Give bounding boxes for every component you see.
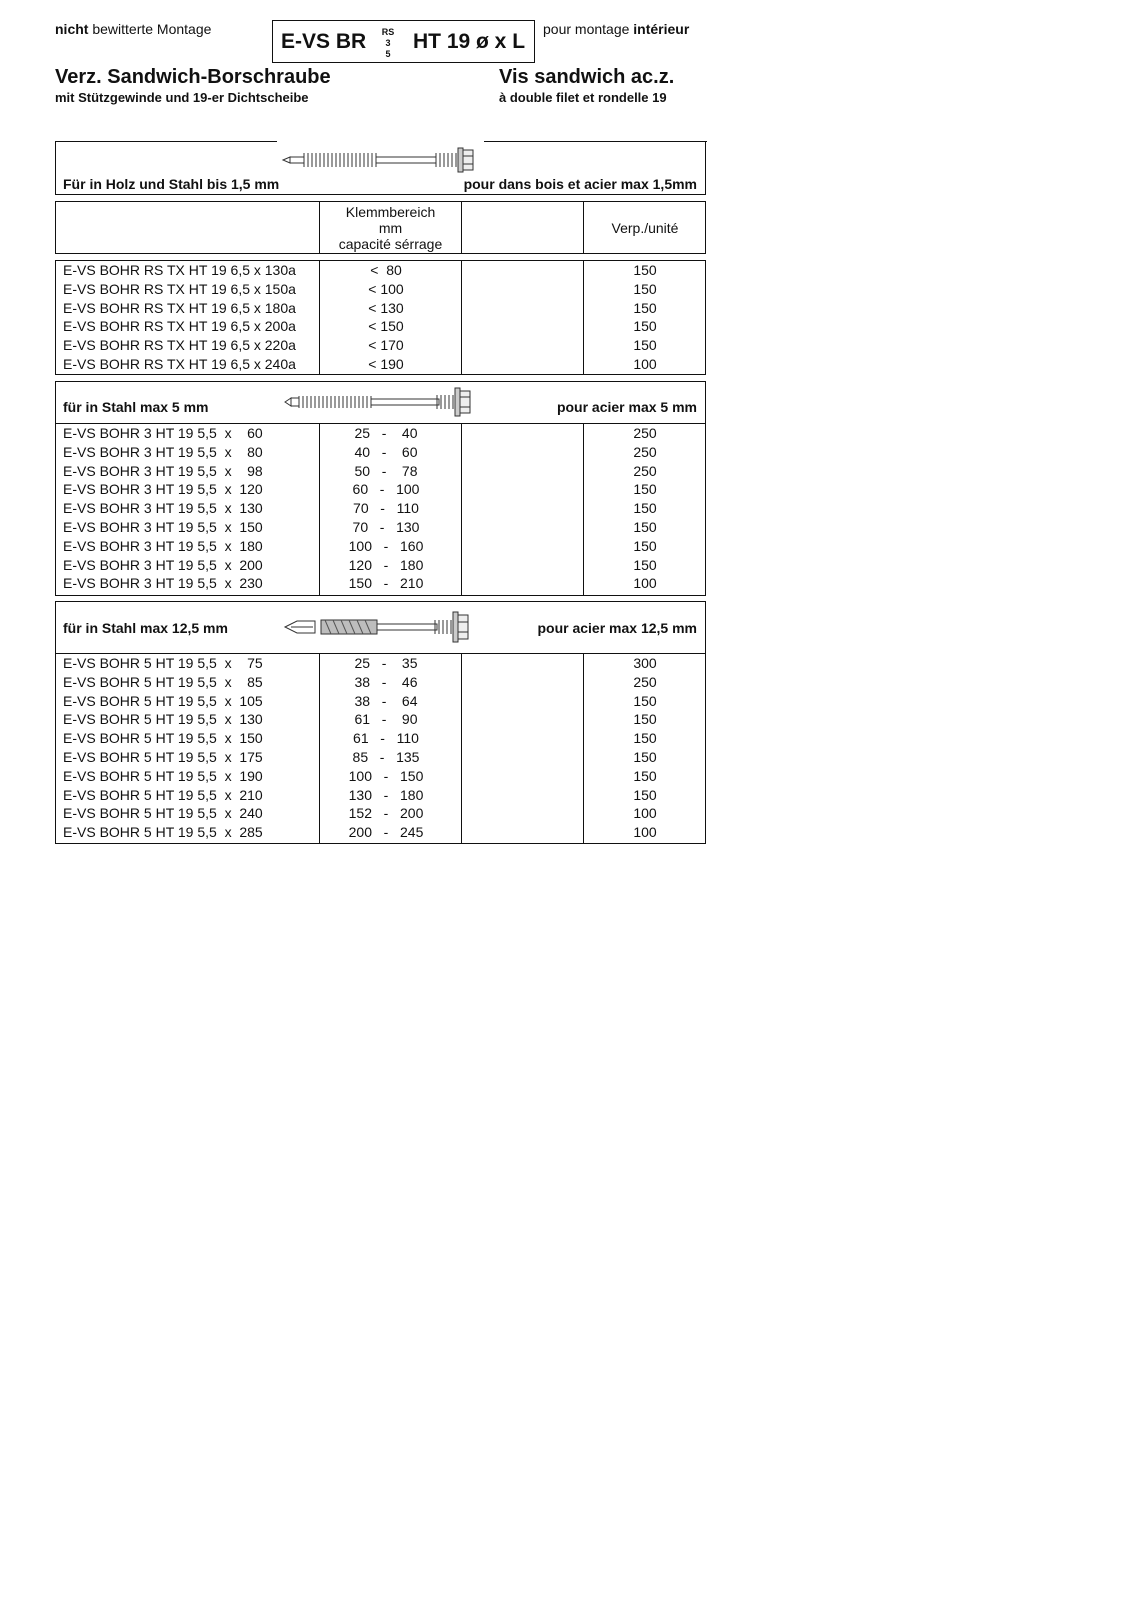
- mounting-note-de-bold: nicht: [55, 21, 89, 37]
- pack-quantity: 150: [633, 500, 657, 517]
- table-row: [56, 654, 705, 673]
- subtitle-de: mit Stützgewinde und 19-er Dichtscheibe: [55, 90, 309, 105]
- pack-quantity: 150: [633, 299, 657, 316]
- table-row: [56, 673, 705, 692]
- table-row: [56, 299, 705, 318]
- clamp-range: < 170: [368, 337, 404, 354]
- pack-quantity: 250: [633, 673, 657, 690]
- product-name: E-VS BOHR RS TX HT 19 6,5 x 130a: [63, 262, 296, 278]
- product-name: E-VS BOHR 3 HT 19 5,5 x 200: [63, 556, 263, 573]
- variant-3: 3: [385, 38, 391, 48]
- pack-quantity: 150: [633, 786, 657, 803]
- pack-quantity: 100: [633, 356, 657, 372]
- product-name: E-VS BOHR 5 HT 19 5,5 x 240: [63, 805, 263, 822]
- section-1-label-de: Für in Holz und Stahl bis 1,5 mm: [63, 176, 280, 192]
- product-name: E-VS BOHR 5 HT 19 5,5 x 75: [63, 655, 263, 671]
- product-name: E-VS BOHR 5 HT 19 5,5 x 175: [63, 749, 263, 765]
- clamp-range: 130 - 180: [348, 786, 424, 803]
- clamp-range: 25 - 40: [354, 425, 418, 441]
- clamp-range: 40 - 60: [354, 443, 418, 460]
- section-2-label-fr: pour acier max 5 mm: [556, 399, 697, 415]
- pack-quantity: 150: [633, 280, 657, 297]
- table-row: [56, 443, 705, 462]
- clamp-range: < 130: [368, 299, 404, 316]
- screw-wood-icon: [280, 145, 480, 175]
- clamp-range: 100 - 160: [348, 537, 424, 554]
- screw-steel-5mm-icon: [283, 385, 483, 419]
- table-row: [56, 355, 705, 374]
- clamp-range: 100 - 150: [348, 767, 424, 784]
- pack-quantity: 150: [633, 749, 657, 765]
- title-fr: Vis sandwich ac.z.: [499, 66, 675, 88]
- mounting-note-fr-rest: pour montage: [543, 21, 634, 37]
- product-name: E-VS BOHR 3 HT 19 5,5 x 130: [63, 500, 263, 517]
- clamp-range: 50 - 78: [354, 462, 418, 479]
- product-name: E-VS BOHR 3 HT 19 5,5 x 120: [63, 481, 263, 498]
- table-row: [56, 462, 705, 481]
- table-row: [56, 424, 705, 443]
- product-name: E-VS BOHR 5 HT 19 5,5 x 85: [63, 673, 263, 690]
- range-header-line-1: Klemmbereich: [345, 204, 436, 220]
- section-2-table: [55, 423, 706, 596]
- section-3-label-fr: pour acier max 12,5 mm: [537, 620, 697, 636]
- variant-5: 5: [385, 49, 391, 59]
- pack-quantity: 150: [633, 767, 657, 784]
- pack-quantity: 150: [633, 711, 657, 728]
- product-name: E-VS BOHR 5 HT 19 5,5 x 150: [63, 730, 263, 747]
- column-header: [55, 201, 706, 254]
- table-row: [56, 710, 705, 729]
- pack-quantity: 150: [633, 318, 657, 335]
- product-name: E-VS BOHR 5 HT 19 5,5 x 210: [63, 786, 263, 803]
- product-code-tail: HT 19 ø x L: [413, 30, 526, 53]
- range-header-line-2: mm: [378, 220, 403, 236]
- product-name: E-VS BOHR 3 HT 19 5,5 x 80: [63, 443, 263, 460]
- table-row: [56, 556, 705, 575]
- range-header: [320, 204, 461, 252]
- section-2-label-de: für in Stahl max 5 mm: [63, 399, 209, 415]
- product-name: E-VS BOHR RS TX HT 19 6,5 x 240a: [63, 356, 296, 372]
- product-name: E-VS BOHR 3 HT 19 5,5 x 60: [63, 425, 263, 441]
- clamp-range: < 100: [368, 280, 404, 297]
- clamp-range: 61 - 90: [354, 711, 418, 728]
- section-1-label-fr: pour dans bois et acier max 1,5mm: [463, 176, 697, 192]
- clamp-range: 60 - 100: [352, 481, 420, 498]
- clamp-range: 152 - 200: [348, 805, 424, 822]
- table-row: [56, 786, 705, 805]
- variant-rs: RS: [381, 27, 395, 37]
- section-2-band: [55, 381, 706, 424]
- product-name: E-VS BOHR 3 HT 19 5,5 x 230: [63, 575, 263, 592]
- product-name: E-VS BOHR RS TX HT 19 6,5 x 180a: [63, 299, 296, 316]
- clamp-range: < 80: [370, 262, 402, 278]
- pack-quantity: 150: [633, 537, 657, 554]
- clamp-range: < 190: [368, 356, 404, 372]
- table-row: [56, 336, 705, 355]
- clamp-range: 38 - 64: [354, 692, 418, 709]
- table-row: [56, 574, 705, 593]
- pack-quantity: 250: [633, 462, 657, 479]
- clamp-range: 200 - 245: [348, 824, 424, 841]
- clamp-range: 70 - 110: [353, 500, 419, 517]
- table-row: [56, 317, 705, 336]
- product-code-box: [272, 20, 535, 63]
- table-row: [56, 518, 705, 537]
- pack-quantity: 150: [633, 556, 657, 573]
- mounting-note-fr-bold: intérieur: [633, 21, 690, 37]
- section-3-band: [55, 601, 706, 654]
- table-row: [56, 729, 705, 748]
- table-row: [56, 823, 705, 842]
- product-name: E-VS BOHR 5 HT 19 5,5 x 105: [63, 692, 263, 709]
- product-name: E-VS BOHR 5 HT 19 5,5 x 285: [63, 824, 263, 841]
- table-row: [56, 767, 705, 786]
- mounting-note-fr: [543, 21, 689, 37]
- table-row: [56, 748, 705, 767]
- title-de: Verz. Sandwich-Borschraube: [55, 66, 331, 88]
- product-name: E-VS BOHR 5 HT 19 5,5 x 130: [63, 711, 263, 728]
- section-3-label-de: für in Stahl max 12,5 mm: [63, 620, 228, 636]
- pack-quantity: 100: [633, 805, 657, 822]
- product-code-variants: [381, 27, 395, 60]
- clamp-range: 85 - 135: [352, 749, 420, 765]
- table-row: [56, 499, 705, 518]
- pack-quantity: 150: [633, 730, 657, 747]
- section-1-band: [55, 141, 706, 195]
- pack-quantity: 150: [633, 692, 657, 709]
- table-row: [56, 280, 705, 299]
- product-name: E-VS BOHR 5 HT 19 5,5 x 190: [63, 767, 263, 784]
- clamp-range: 25 - 35: [354, 655, 418, 671]
- clamp-range: 61 - 110: [353, 730, 419, 747]
- clamp-range: 70 - 130: [352, 519, 420, 535]
- pack-quantity: 150: [633, 481, 657, 498]
- table-row: [56, 480, 705, 499]
- product-name: E-VS BOHR 3 HT 19 5,5 x 98: [63, 462, 263, 479]
- table-row: [56, 804, 705, 823]
- pack-quantity: 300: [633, 655, 657, 671]
- table-row: [56, 261, 705, 280]
- pack-quantity: 250: [633, 443, 657, 460]
- product-name: E-VS BOHR 3 HT 19 5,5 x 150: [63, 519, 263, 535]
- screw-steel-12mm-icon: [283, 608, 483, 646]
- mounting-note-de: [55, 21, 211, 37]
- section-1-table: [55, 260, 706, 375]
- product-code-main: E-VS BR: [281, 30, 367, 53]
- product-name: E-VS BOHR RS TX HT 19 6,5 x 220a: [63, 337, 296, 354]
- product-name: E-VS BOHR 3 HT 19 5,5 x 180: [63, 537, 263, 554]
- product-name: E-VS BOHR RS TX HT 19 6,5 x 150a: [63, 280, 296, 297]
- clamp-range: 38 - 46: [354, 673, 418, 690]
- clamp-range: 150 - 210: [348, 575, 424, 592]
- range-header-line-3: capacité sérrage: [338, 236, 443, 252]
- pack-quantity: 100: [633, 824, 657, 841]
- clamp-range: < 150: [368, 318, 404, 335]
- clamp-range: 120 - 180: [348, 556, 424, 573]
- pack-quantity: 250: [633, 425, 657, 441]
- table-row: [56, 692, 705, 711]
- pack-quantity: 150: [633, 519, 657, 535]
- section-3-table: [55, 653, 706, 844]
- subtitle-fr: à double filet et rondelle 19: [499, 90, 667, 105]
- table-row: [56, 537, 705, 556]
- pack-quantity: 100: [633, 575, 657, 592]
- product-name: E-VS BOHR RS TX HT 19 6,5 x 200a: [63, 318, 296, 335]
- pack-quantity: 150: [633, 262, 657, 278]
- pack-header: Verp./unité: [611, 220, 679, 236]
- mounting-note-de-rest: bewitterte Montage: [88, 21, 212, 37]
- pack-quantity: 150: [633, 337, 657, 354]
